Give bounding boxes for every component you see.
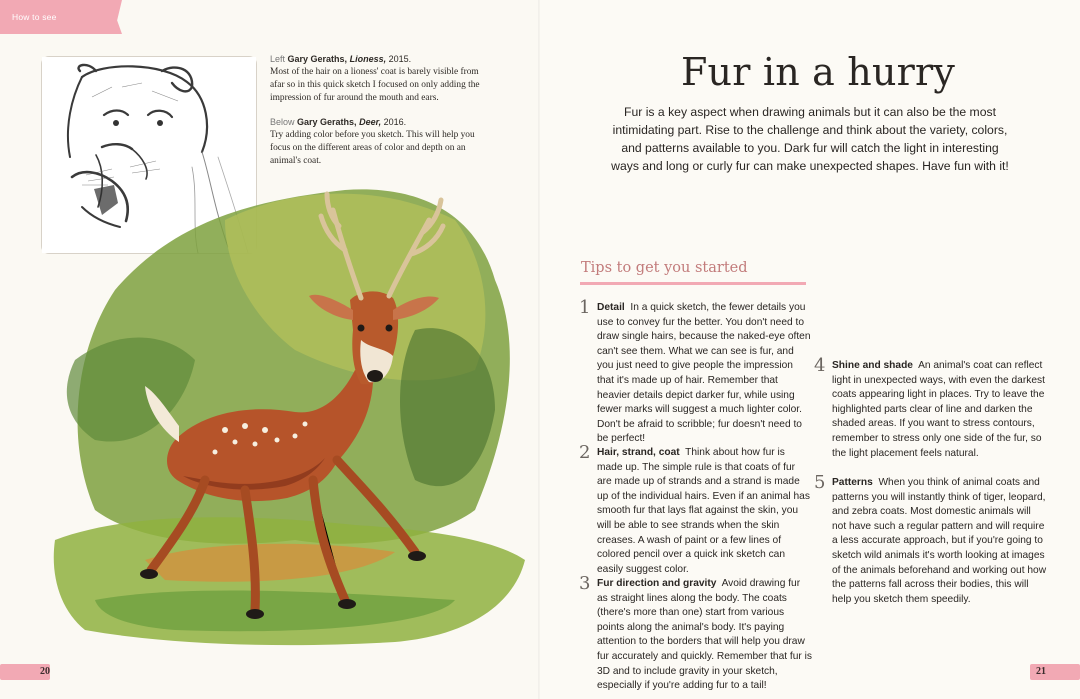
tip-body: In a quick sketch, the fewer details you use to convey fur the better. You don't need to draw single hairs, because the naked-eye often can't see them. What we can see is fur, and you just need to give people the impression that it's made up of hair. Remember that heavier details depict darker fur, while using fewer marks will suggest a much lighter color. Don't be afraid to scribble; fur doesn't need to be perfect! [597,302,811,445]
tip-title: Shine and shade [832,360,913,371]
tip-title: Fur direction and gravity [597,578,717,589]
tip-hair-strand-coat [579,442,812,577]
folio-right [1030,664,1080,680]
article-title: Fur in a hurry [680,50,956,94]
tips-heading: Tips to get you started [581,260,748,276]
caption-prefix: Below [270,117,295,127]
deer-painting [55,180,535,650]
tip-number: 2 [579,442,591,463]
tip-number: 5 [814,472,826,493]
tip-number: 4 [814,355,826,376]
caption-artist: Gary Geraths, [287,54,348,64]
caption-work: Lioness, [349,54,387,64]
page-number: 20 [40,666,50,677]
caption-text: Try adding color before you sketch. This will help you focus on the different areas of color and depth on an animal's coat. [270,130,475,166]
caption-work: Deer, [359,117,382,127]
caption-artist: Gary Geraths, [297,117,357,127]
tip-number: 1 [579,297,591,318]
tip-patterns [814,472,1047,607]
caption-text: Most of the hair on a lioness' coat is barely visible from afar so in this quick sketch I focused on only adding the impression of fur around the mouth and ears. [270,67,480,103]
tip-body: When you think of animal coats and patterns you will instantly think of tiger, leopard, and zebra coats. Most domestic animals will not have such a regular pattern and will require a less accurate approach, but if you're going to sketch wild animals it's worth looking at images of the animals beforehand and working out how the patterns fall across their bodies, this will help you sketch them speedily. [832,477,1047,605]
caption-year: 2015. [388,54,412,64]
tips-underline [580,282,806,285]
tip-shine-and-shade [814,355,1047,461]
tip-number: 3 [579,573,591,594]
caption-year: 2016. [383,117,407,127]
tip-body: Think about how fur is made up. The simple rule is that coats of fur are made up of strands and a strand is made up of the individual hairs. Even if an animal has smooth fur that lays flat against the skin, you will be able to see strands when the skin creases. A wash of paint or a few lines of colored pencil over a quick ink sketch can easily suggest color. [597,447,810,575]
folio-left [0,664,50,680]
tip-title: Detail [597,302,625,313]
tip-detail [579,297,812,447]
section-label: How to see [12,12,57,22]
tip-body: An animal's coat can reflect light in unexpected ways, with even the darkest coats appearing light in places. Try to leave the highlighted parts clear of line and darken the shaded areas. If you want to stress contours, remember to stress only one side of the fur, so the light placement feels natural. [832,360,1045,459]
article-intro: Fur is a key aspect when drawing animals but it can also be the most intimidating part. Rise to the challenge and think about the variety, colors, and patterns available to you. Dark fur will catch the light in interesting ways and long or curly fur can make unexpected shapes. Have fun with it! [611,105,1009,173]
tip-title: Hair, strand, coat [597,447,680,458]
right-page [540,0,1080,699]
tip-fur-direction [579,573,812,692]
caption-deer [270,116,482,168]
tip-body: Avoid drawing fur as straight lines along the body. The coats (there's more than one) start from various points along the animal's body. It's paying attention to the borders that will help you draw fur accurately and quickly. Remember that fur is 3D and to include gravity in your sketch, especially if you're adding fur to a tail! [597,578,812,692]
tip-title: Patterns [832,477,873,488]
page-number: 21 [1036,666,1046,677]
caption-prefix: Left [270,54,286,64]
caption-lioness [270,53,482,105]
